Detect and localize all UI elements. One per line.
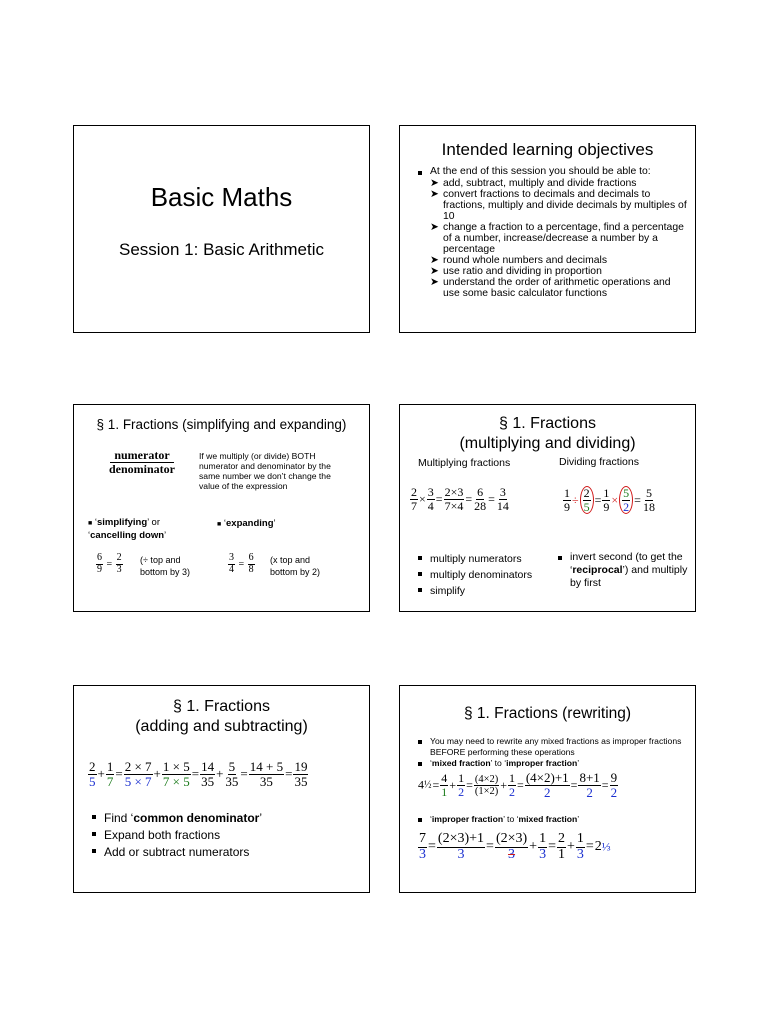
arrow-icon: ➤ (430, 266, 439, 277)
list-item: ➤ add, subtract, multiply and divide fractions (430, 178, 637, 189)
arrow-icon: ➤ (430, 178, 439, 189)
list-item: Find ‘common denominator’ (92, 810, 362, 827)
multiply-equation: $\frac{2}{7}$ × $\frac{3}{4}$ = $\frac{2\times 3}{7\times 4}$ = $\frac{6}{28}$ = $\frac{3}{14}$ (411, 485, 509, 513)
list-item: simplify (418, 583, 558, 599)
multiplying-label: Multiplying fractions (418, 457, 511, 469)
list-item: invert second (to get the ‘reciprocal’) and multiply by first (558, 551, 688, 590)
simplify-note: (÷ top and bottom by 3) (140, 555, 191, 577)
expand-example: $\frac{3}{4}$ = $\frac{6}{8}$ (229, 552, 254, 575)
slide-heading: § 1. Fractions (rewriting) (463, 705, 632, 722)
add-equation: $\frac{2}{5}$ + $\frac{1}{7}$ = $\frac{2 \times 7}{5 \times 7}$ + $\frac{1 \times 5}{7 \times 5}$ = $\frac{14}{35}$ + $\frac{5}{35}$ = $\frac{14 + 5}{35}$ = $\frac{19}{35}$ (89, 759, 308, 789)
list-item: ➤ convert fractions to decimals and decimals to fractions, multiply and divide decimals by multiples of 10 (430, 189, 687, 222)
arrow-icon: ➤ (430, 222, 439, 233)
expand-note: (x top and bottom by 2) (270, 555, 321, 577)
simplify-example: $\frac{6}{9}$ = $\frac{2}{3}$ (97, 552, 122, 575)
deck-title: Basic Maths (150, 182, 293, 212)
list-item: ➤ round whole numbers and decimals (430, 255, 608, 266)
list-item: multiply denominators (418, 567, 558, 583)
list-item: ➤ change a fraction to a percentage, find a percentage of a number, increase/decrease a number by a percentage (430, 222, 684, 255)
slide-simplifying (73, 404, 370, 612)
improper-note (418, 814, 688, 825)
list-item: You may need to rewrite any mixed fractions as improper fractions BEFORE performing these operations (418, 736, 688, 758)
simplifying-label: ■ ‘simplifying’ or ‘cancelling down’ (88, 517, 167, 541)
slide-heading: Intended learning objectives (441, 140, 654, 159)
divide-equation: $\frac{1}{9}$ ÷ $\frac{2}{5}$ = $\frac{1}{9}$ × $\frac{5}{2}$ = $\frac{5}{18}$ (564, 486, 655, 514)
slide-title (73, 125, 370, 333)
multiply-steps (418, 551, 558, 599)
improper-to-mixed-equation: $\frac{7}{3}$ = $\frac{(2\times 3)+1}{3}$ = $\frac{(2\times 3)}{3}$ + $\frac{1}{3}$ = $\frac{2}{1}$ + $\frac{1}{3}$ =2⅓ (419, 831, 611, 862)
slide-objectives (399, 125, 696, 333)
list-item: ‘mixed fraction’ to ‘improper fraction’ (418, 758, 688, 769)
slide-adding (73, 685, 370, 893)
list-item: ➤ understand the order of arithmetic operations and use some basic calculator functions (430, 277, 671, 299)
slide-heading: § 1. Fractions (adding and subtracting) (135, 698, 308, 735)
list-item: At the end of this session you should be able to: ➤ add, subtract, multiply and divide fractions ➤ convert fractions to decimals and decimals to fractions, multiply and divide decimals by multiples of 10 ➤ change a fraction to a percentage, find a percentage of a number, increase/decrease a number by a percentage ➤ round whole numbers and decimals ➤ use ratio and dividing in proportion ➤ understand the order of arithmetic operations and use some basic calculator functions (418, 166, 690, 299)
rewrite-notes (418, 736, 688, 769)
dividing-label: Dividing fractions (559, 456, 639, 468)
list-item: ‘improper fraction’ to ‘mixed fraction’ (418, 814, 688, 825)
slide-multiplying (399, 404, 696, 612)
add-steps (92, 810, 362, 861)
rule-note: If we multiply (or divide) BOTH numerator and denominator by the same number we don’t change the value of the expression (199, 451, 331, 491)
divide-steps (558, 551, 688, 590)
expanding-label: ■ ‘expanding’ (217, 518, 276, 529)
mixed-to-improper-equation: 4½= $\frac{4}{1}$ + $\frac{1}{2}$ = $\frac{(4\times 2)}{(1\times 2)}$ + $\frac{1}{2}$ = $\frac{(4\times 2)+1}{2}$ = $\frac{8+1}{2}$ = $\frac{9}{2}$ (418, 770, 618, 800)
deck-subtitle: Session 1: Basic Arithmetic (118, 240, 325, 259)
arrow-icon: ➤ (430, 189, 439, 200)
slide-rewriting (399, 685, 696, 893)
list-item: Expand both fractions (92, 827, 362, 844)
list-item: multiply numerators (418, 551, 558, 567)
list-item: ➤ use ratio and dividing in proportion (430, 266, 602, 277)
slide-heading: § 1. Fractions (simplifying and expanding) (96, 417, 347, 432)
arrow-icon: ➤ (430, 277, 439, 288)
list-item: Add or subtract numerators (92, 844, 362, 861)
fraction-definition: $\frac{\text{numerator}}{\text{denominator}}$ (109, 448, 175, 476)
objectives-list (418, 166, 690, 299)
arrow-icon: ➤ (430, 255, 439, 266)
slide-heading: § 1. Fractions (multiplying and dividing) (459, 415, 636, 452)
